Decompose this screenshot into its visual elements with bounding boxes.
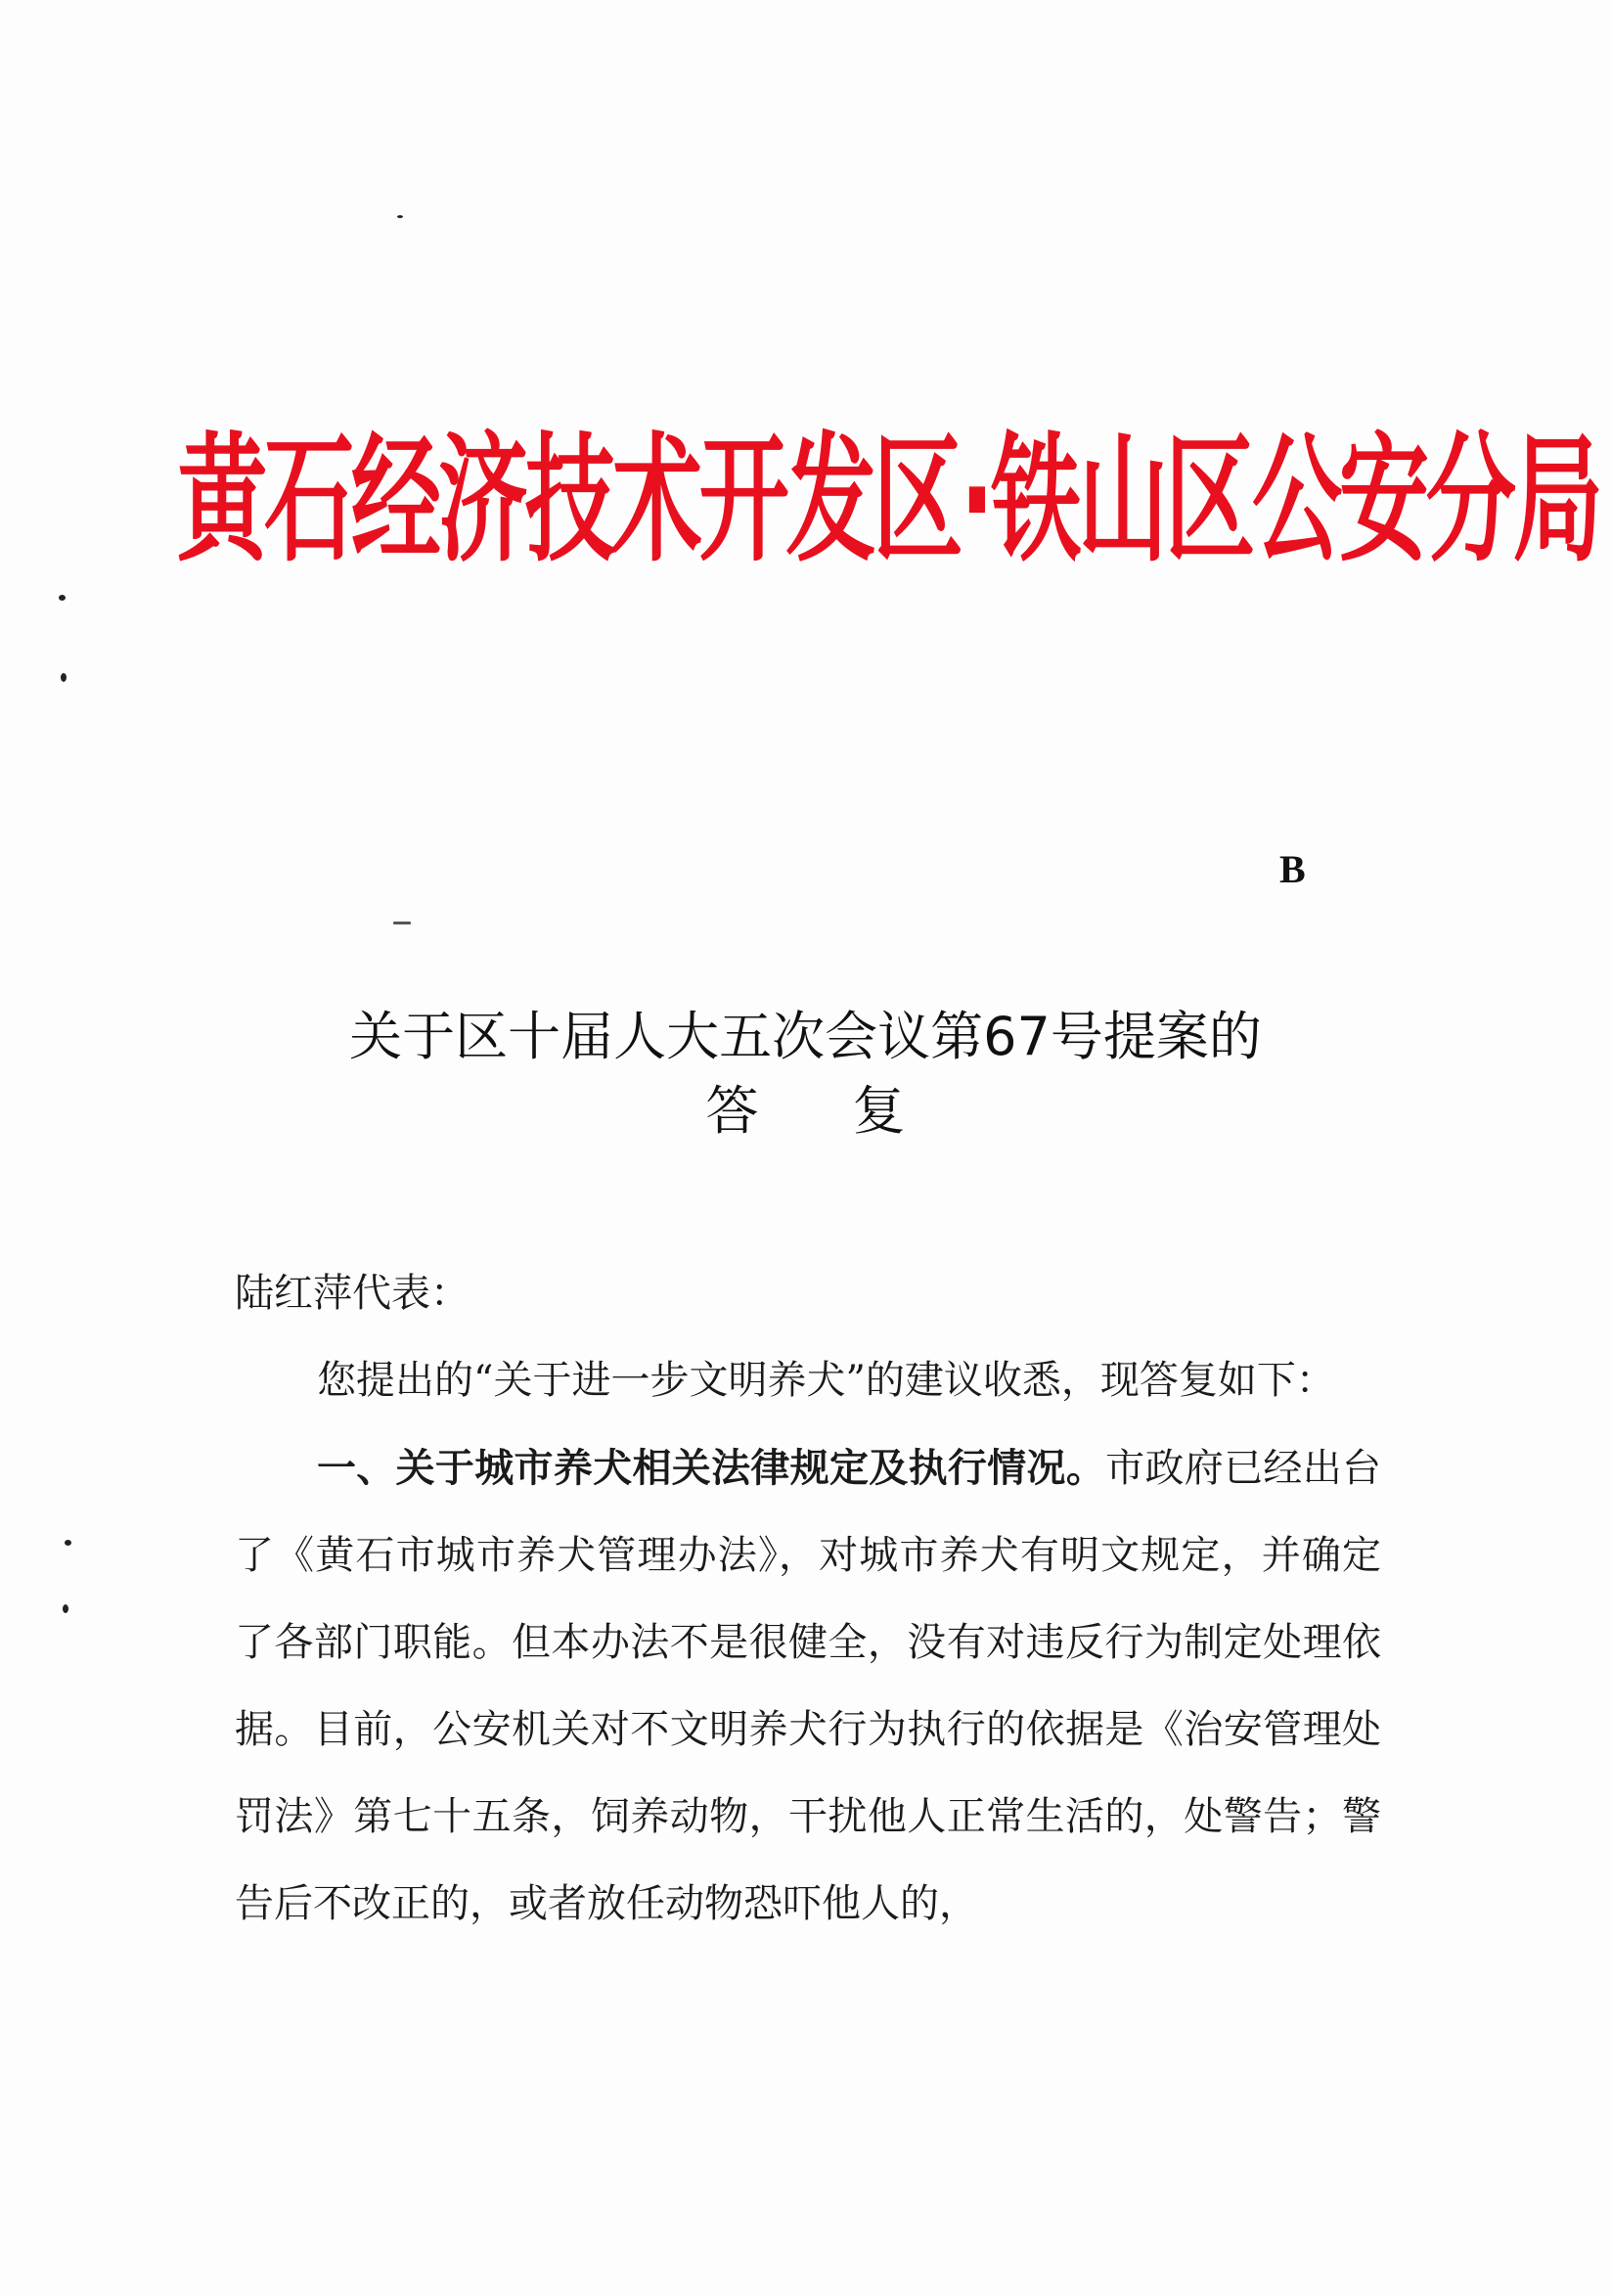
paragraph-1: 您提出的“关于进一步文明养犬”的建议收悉，现答复如下：	[317, 1358, 1335, 1403]
letterhead-title: 黄石经济技术开发区·铁山区公安分局	[177, 419, 1600, 581]
document-title-line1: 关于区十届人大五次会议第67号提案的	[349, 1006, 1262, 1067]
scan-speck	[61, 673, 67, 682]
scan-speck	[63, 1604, 68, 1613]
scan-speck	[397, 215, 403, 218]
scan-speck	[65, 1540, 71, 1546]
scan-speck	[393, 922, 411, 924]
scan-speck	[59, 595, 66, 601]
document-title	[0, 1000, 1611, 1148]
paragraph-2	[235, 1424, 1381, 1948]
salutation: 陆红萍代表：	[235, 1271, 470, 1316]
document-body	[235, 1250, 1381, 1948]
document-mark: B	[1279, 847, 1306, 891]
paragraph-2-heading: 一、关于城市养犬相关法律规定及执行情况。	[317, 1445, 1106, 1491]
document-title-line2: 答复	[705, 1080, 1000, 1142]
paragraph-2-text: 市政府已经出台了《黄石市城市养犬管理办法》，对城市养犬有明文规定，并确定了各部门职能。但本办法不是很健全，没有对违反行为制定处理依据。目前，公安机关对不文明养犬行为执行的依据是《治安管理处罚法》第七十五条，饲养动物，干扰他人正常生活的，处警告；警告后不改正的，或者放任动物恐吓他人的，	[235, 1446, 1382, 1926]
